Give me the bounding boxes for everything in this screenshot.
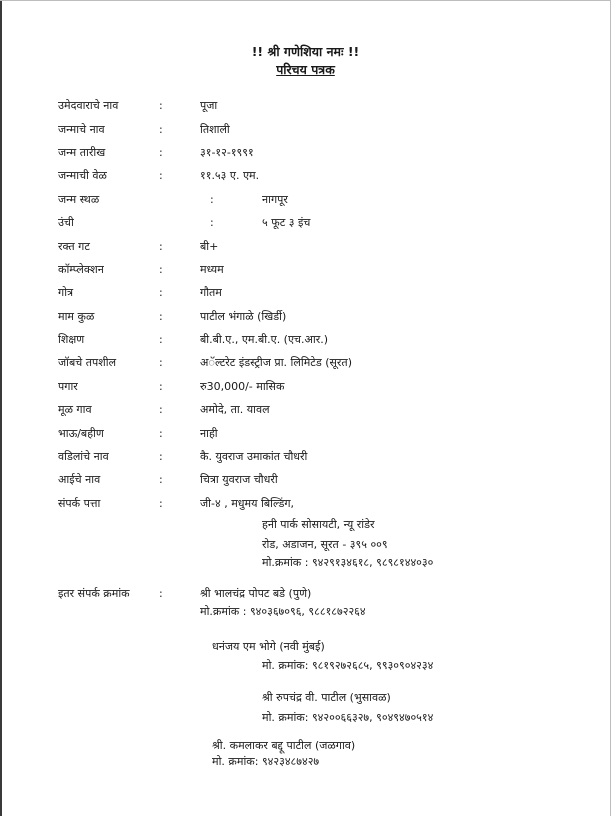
page-border-top	[0, 0, 611, 1]
field-label: रक्त गट	[58, 240, 90, 253]
field-value: चित्रा युवराज चौधरी	[200, 473, 278, 486]
field-row-siblings	[0, 424, 611, 444]
field-value: बी.बी.ए., एम.बी.ए. (एच.आर.)	[200, 333, 329, 346]
field-label: उंची	[58, 216, 74, 229]
field-value: अॅल्टरेट इंडस्ट्रीज प्रा. लिमिटेड (सूरत)	[200, 356, 352, 369]
field-value: पाटील भंगाळे (खिर्डी)	[200, 310, 287, 323]
field-row-complexion	[0, 260, 611, 280]
contact-name: श्री रुपचंद्र वी. पाटील (भुसावळ)	[262, 691, 391, 704]
field-label: वडिलांचे नाव	[58, 450, 109, 463]
field-value: रु30,000/- मासिक	[200, 380, 285, 393]
field-label: शिक्षण	[58, 333, 85, 346]
field-colon: :	[159, 403, 163, 416]
field-row-birth-date	[0, 143, 611, 163]
field-row-candidate-name	[0, 96, 611, 116]
field-label: जॉबचे तपशील	[58, 356, 117, 369]
field-row-other-contacts	[0, 584, 611, 604]
document-subtitle	[0, 61, 611, 78]
field-row-birth-name	[0, 120, 611, 140]
field-colon: :	[159, 427, 163, 440]
field-row-father-name	[0, 447, 611, 467]
field-row-birth-place	[0, 190, 611, 210]
field-colon: :	[159, 240, 163, 253]
field-value: ११.५३ ए. एम.	[200, 169, 260, 182]
contact-phone: मो. क्रमांक: ९४२३४८७४२७	[212, 755, 320, 768]
field-label: मूळ गाव	[58, 403, 92, 416]
field-row-education	[0, 330, 611, 350]
field-label: इतर संपर्क क्रमांक	[58, 587, 130, 600]
field-colon: :	[159, 310, 163, 323]
address-line: हनी पार्क सोसायटी, न्यू रांडेर	[262, 518, 375, 531]
field-colon: :	[159, 473, 163, 486]
field-colon: :	[159, 450, 163, 463]
field-value: ३१-१२-१९९१	[200, 146, 254, 159]
field-colon: :	[159, 263, 163, 276]
address-line: रोड, अडाजन, सूरत - ३९५ ००९	[262, 538, 388, 551]
field-label: भाऊ/बहीण	[58, 427, 104, 440]
field-row-salary	[0, 377, 611, 397]
field-label: आईचे नाव	[58, 473, 101, 486]
field-colon: :	[159, 286, 163, 299]
contact-phone: मो. क्रमांक: ९८१९२७२६८५, ९९३०९०४२३४	[262, 659, 434, 672]
document-subtitle-text: परिचय पत्रक	[276, 62, 335, 77]
contact-phone: मो.क्रमांक : ९४०३६७०९६, ९८८१८७२२६४	[200, 605, 366, 618]
field-label: जन्म स्थळ	[58, 193, 100, 206]
field-row-mother-name	[0, 470, 611, 490]
field-label: कॉम्प्लेक्शन	[58, 263, 104, 276]
field-row-job-details	[0, 353, 611, 373]
field-colon: :	[159, 380, 163, 393]
field-colon: :	[159, 123, 163, 136]
field-label: संपर्क पत्ता	[58, 497, 101, 510]
field-row-height	[0, 213, 611, 233]
field-value: गौतम	[200, 286, 222, 299]
contact-name: श्री. कमलाकर बद्दू पाटील (जळगाव)	[212, 739, 356, 752]
field-row-native-village	[0, 400, 611, 420]
field-label: जन्म तारीख	[58, 146, 106, 159]
field-value: तिशाली	[200, 123, 230, 136]
contact-name: श्री भालचंद्र पोपट बडे (पुणे)	[200, 587, 312, 600]
field-colon: :	[159, 99, 163, 112]
field-colon: :	[159, 146, 163, 159]
field-colon: :	[159, 497, 163, 510]
field-label: जन्माचे नाव	[58, 123, 105, 136]
field-row-blood-group	[0, 237, 611, 257]
field-label: गोत्र	[58, 286, 74, 299]
field-row-gotra	[0, 283, 611, 303]
field-value: पूजा	[200, 99, 218, 112]
field-colon: :	[159, 356, 163, 369]
field-label: जन्माची वेळ	[58, 169, 107, 182]
contact-name: धनंजय एम भोगे (नवी मुंबई)	[212, 640, 325, 653]
address-line: जी-४ , मधुमय बिल्डिंग,	[200, 497, 295, 510]
field-label: माम कुळ	[58, 310, 95, 323]
field-value: अमोदे, ता. यावल	[200, 403, 270, 416]
address-line: मो.क्रमांक : ९४२९१३४६१८, ९८९८१४४०३०	[262, 556, 434, 569]
field-label: पगार	[58, 380, 78, 393]
field-colon: :	[210, 216, 214, 229]
field-row-address	[0, 494, 611, 514]
field-value: मध्यम	[200, 263, 224, 276]
field-value: बी+	[200, 240, 219, 253]
field-row-maternal-clan	[0, 307, 611, 327]
field-colon: :	[159, 587, 163, 600]
field-colon: :	[210, 193, 214, 206]
field-value: नाही	[200, 427, 218, 440]
field-value: कै. युवराज उमाकांत चौधरी	[200, 450, 308, 463]
field-colon: :	[159, 169, 163, 182]
field-row-birth-time	[0, 166, 611, 186]
contact-phone: मो. क्रमांक: ९४२००६६३२७, ९०४९४७०५१४	[262, 711, 434, 724]
field-colon: :	[159, 333, 163, 346]
field-value: नागपूर	[262, 193, 288, 206]
field-value: ५ फूट ३ इंच	[262, 216, 311, 229]
document-title: !! श्री गणेशिया नमः !!	[251, 44, 360, 59]
field-label: उमेदवाराचे नाव	[58, 99, 119, 112]
